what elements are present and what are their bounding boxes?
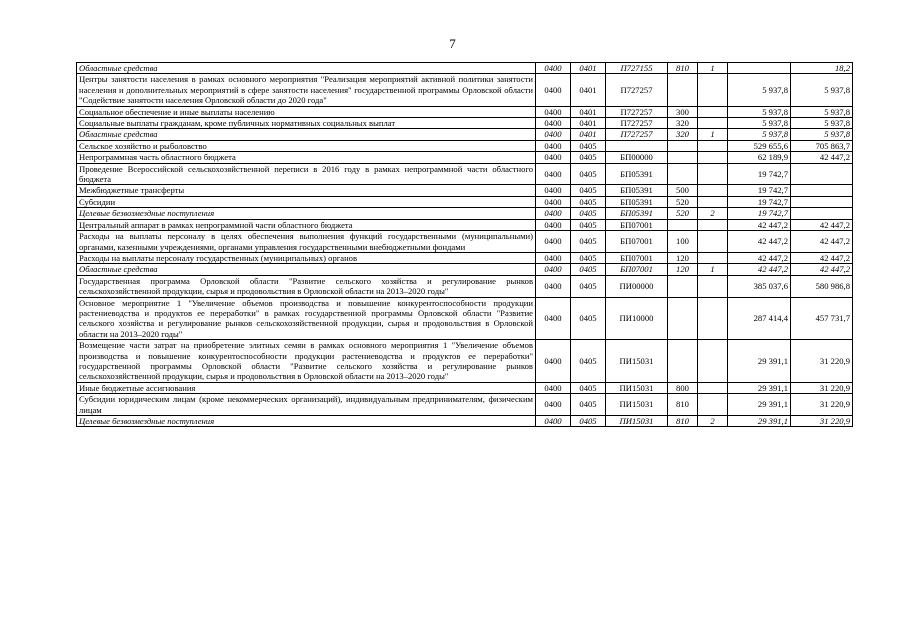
code-gr: 0400: [536, 252, 571, 263]
item-name: Проведение Всероссийской сельскохозяйственной переписи в 2016 году в рамках непрограммной части областного бюджета: [77, 163, 536, 185]
amount-2016: 529 655,6: [728, 140, 791, 151]
code-gr: 0400: [536, 208, 571, 219]
code-cs: ПИ00000: [606, 275, 668, 297]
code-cs: БП05391: [606, 208, 668, 219]
amount-2017: 705 863,7: [791, 140, 853, 151]
item-name: Непрограммная часть областного бюджета: [77, 152, 536, 163]
item-name: Центры занятости населения в рамках основного мероприятия "Реализация мероприятий активной политики занятости населения и дополнительных мероприятий в сфере занятости населения" государственной программы Орловской области "Содействие занятости населения Орловской области до 2020 года": [77, 74, 536, 106]
amount-2016: [728, 63, 791, 74]
code-pr: 0401: [571, 63, 606, 74]
code-cs: ПИ15031: [606, 394, 668, 416]
table-row: [77, 382, 853, 393]
code-cs: БП05391: [606, 185, 668, 196]
code-source: [698, 196, 728, 207]
code-source: [698, 185, 728, 196]
code-gr: 0400: [536, 275, 571, 297]
table-row: [77, 140, 853, 151]
code-gr: 0400: [536, 129, 571, 140]
code-source: 1: [698, 129, 728, 140]
item-name: Сельское хозяйство и рыболовство: [77, 140, 536, 151]
amount-2016: 42 447,2: [728, 264, 791, 275]
amount-2017: [791, 196, 853, 207]
amount-2017: 42 447,2: [791, 264, 853, 275]
code-vr: 120: [668, 264, 698, 275]
code-pr: 0405: [571, 163, 606, 185]
amount-2017: 42 447,2: [791, 152, 853, 163]
amount-2016: 5 937,8: [728, 106, 791, 117]
amount-2016: 42 447,2: [728, 219, 791, 230]
table-row: [77, 129, 853, 140]
code-gr: 0400: [536, 340, 571, 383]
item-name: Областные средства: [77, 63, 536, 74]
page-number: 7: [449, 36, 456, 51]
code-pr: 0405: [571, 219, 606, 230]
code-cs: П727257: [606, 118, 668, 129]
item-name: Целевые безвозмездные поступления: [77, 208, 536, 219]
table-row: [77, 264, 853, 275]
amount-2016: 42 447,2: [728, 231, 791, 253]
item-name: Субсидии: [77, 196, 536, 207]
code-pr: 0405: [571, 382, 606, 393]
code-cs: П727257: [606, 129, 668, 140]
code-cs: ПИ10000: [606, 297, 668, 340]
code-gr: 0400: [536, 382, 571, 393]
code-source: [698, 140, 728, 151]
amount-2016: 5 937,8: [728, 118, 791, 129]
code-vr: 800: [668, 382, 698, 393]
amount-2017: 5 937,8: [791, 74, 853, 106]
code-vr: 520: [668, 208, 698, 219]
code-pr: 0405: [571, 152, 606, 163]
table-row: [77, 394, 853, 416]
code-vr: 320: [668, 129, 698, 140]
table-row: [77, 196, 853, 207]
amount-2017: 31 220,9: [791, 416, 853, 427]
code-gr: 0400: [536, 74, 571, 106]
item-name: Социальные выплаты гражданам, кроме публичных нормативных социальных выплат: [77, 118, 536, 129]
amount-2017: 31 220,9: [791, 340, 853, 383]
table-row: [77, 231, 853, 253]
code-gr: 0400: [536, 118, 571, 129]
code-vr: 300: [668, 106, 698, 117]
table-row: [77, 208, 853, 219]
code-source: [698, 152, 728, 163]
amount-2017: 31 220,9: [791, 394, 853, 416]
code-vr: 320: [668, 118, 698, 129]
code-source: [698, 340, 728, 383]
code-vr: [668, 74, 698, 106]
amount-2017: 5 937,8: [791, 129, 853, 140]
code-vr: 810: [668, 63, 698, 74]
code-pr: 0405: [571, 252, 606, 263]
table-row: [77, 63, 853, 74]
item-name: Расходы на выплаты персоналу государственных (муниципальных) органов: [77, 252, 536, 263]
code-gr: 0400: [536, 163, 571, 185]
code-source: 1: [698, 264, 728, 275]
code-gr: 0400: [536, 219, 571, 230]
table-row: [77, 416, 853, 427]
item-name: Государственная программа Орловской области "Развитие сельского хозяйства и регулирование рынков сельскохозяйственной продукции, сырья и продовольствия в Орловской области на 2013–2020 годы": [77, 275, 536, 297]
amount-2017: 42 447,2: [791, 252, 853, 263]
code-cs: ПИ15031: [606, 382, 668, 393]
code-pr: 0405: [571, 264, 606, 275]
code-vr: [668, 152, 698, 163]
item-name: Межбюджетные трансферты: [77, 185, 536, 196]
item-name: Областные средства: [77, 129, 536, 140]
table-row: [77, 185, 853, 196]
code-cs: П727257: [606, 106, 668, 117]
amount-2017: 42 447,2: [791, 231, 853, 253]
amount-2017: 42 447,2: [791, 219, 853, 230]
table-row: [77, 74, 853, 106]
code-source: 2: [698, 416, 728, 427]
amount-2016: 29 391,1: [728, 416, 791, 427]
code-pr: 0405: [571, 297, 606, 340]
amount-2016: 385 037,6: [728, 275, 791, 297]
code-source: [698, 106, 728, 117]
table-row: [77, 163, 853, 185]
code-gr: 0400: [536, 185, 571, 196]
amount-2016: 62 189,9: [728, 152, 791, 163]
item-name: Центральный аппарат в рамках непрограммной части областного бюджета: [77, 219, 536, 230]
table-row: [77, 275, 853, 297]
code-pr: 0405: [571, 208, 606, 219]
amount-2017: [791, 185, 853, 196]
code-cs: БП07001: [606, 264, 668, 275]
amount-2017: 580 986,8: [791, 275, 853, 297]
table-row: [77, 106, 853, 117]
table-row: [77, 297, 853, 340]
amount-2017: [791, 163, 853, 185]
code-vr: 810: [668, 416, 698, 427]
code-gr: 0400: [536, 106, 571, 117]
code-gr: 0400: [536, 264, 571, 275]
code-vr: 100: [668, 231, 698, 253]
code-pr: 0401: [571, 106, 606, 117]
amount-2016: 19 742,7: [728, 196, 791, 207]
code-cs: БП07001: [606, 219, 668, 230]
table-row: [77, 152, 853, 163]
code-pr: 0405: [571, 140, 606, 151]
item-name: Социальное обеспечение и иные выплаты населению: [77, 106, 536, 117]
amount-2017: 18,2: [791, 63, 853, 74]
code-pr: 0405: [571, 275, 606, 297]
code-vr: 810: [668, 394, 698, 416]
item-name: Целевые безвозмездные поступления: [77, 416, 536, 427]
amount-2016: 19 742,7: [728, 163, 791, 185]
code-source: [698, 118, 728, 129]
code-gr: 0400: [536, 416, 571, 427]
code-pr: 0405: [571, 231, 606, 253]
code-cs: [606, 140, 668, 151]
code-pr: 0405: [571, 394, 606, 416]
amount-2016: 42 447,2: [728, 252, 791, 263]
code-pr: 0405: [571, 416, 606, 427]
code-vr: [668, 297, 698, 340]
code-cs: БП07001: [606, 231, 668, 253]
amount-2017: 5 937,8: [791, 118, 853, 129]
table-row: [77, 219, 853, 230]
code-source: [698, 74, 728, 106]
code-source: [698, 297, 728, 340]
code-vr: 120: [668, 252, 698, 263]
code-gr: 0400: [536, 231, 571, 253]
code-gr: 0400: [536, 152, 571, 163]
code-vr: [668, 275, 698, 297]
amount-2017: 31 220,9: [791, 382, 853, 393]
table-row: [77, 118, 853, 129]
code-gr: 0400: [536, 297, 571, 340]
amount-2016: 29 391,1: [728, 340, 791, 383]
code-vr: [668, 340, 698, 383]
code-gr: 0400: [536, 196, 571, 207]
code-source: [698, 382, 728, 393]
code-source: [698, 231, 728, 253]
code-vr: 500: [668, 185, 698, 196]
code-cs: П727155: [606, 63, 668, 74]
amount-2016: 287 414,4: [728, 297, 791, 340]
item-name: Расходы на выплаты персоналу в целях обеспечения выполнения функций государственными (муниципальными) органами, казенными учреждениями, органами управления государственными внебюджетными фондами: [77, 231, 536, 253]
amount-2017: 5 937,8: [791, 106, 853, 117]
item-name: Субсидии юридическим лицам (кроме некоммерческих организаций), индивидуальным предпринимателям, физическим лицам: [77, 394, 536, 416]
code-cs: ПИ15031: [606, 416, 668, 427]
amount-2017: [791, 208, 853, 219]
code-vr: [668, 163, 698, 185]
item-name: Иные бюджетные ассигнования: [77, 382, 536, 393]
item-name: Основное мероприятие 1 "Увеличение объемов производства и повышение конкурентоспособности продукции растениеводства и продуктов ее переработки" в рамках государственной программы Орловской области "Развитие сельского хозяйства и регулирование рынков сельскохозяйственной продукции, сырья и продовольствия в Орловской области на 2013–2020 годы": [77, 297, 536, 340]
code-gr: 0400: [536, 394, 571, 416]
code-cs: П727257: [606, 74, 668, 106]
code-source: 1: [698, 63, 728, 74]
amount-2016: 5 937,8: [728, 129, 791, 140]
code-source: [698, 252, 728, 263]
item-name: Возмещение части затрат на приобретение элитных семян в рамках основного мероприятия 1 "Увеличение объемов производства и повышение конкурентоспособности продукции растениеводства и продуктов ее переработки" государственной программы Орловской области "Развитие сельского хозяйства и регулирование рынков сельскохозяйственной продукции, сырья и продовольствия в Орловской области на 2013–2020 годы": [77, 340, 536, 383]
code-source: [698, 394, 728, 416]
code-gr: 0400: [536, 140, 571, 151]
code-source: [698, 275, 728, 297]
amount-2017: 457 731,7: [791, 297, 853, 340]
code-cs: БП00000: [606, 152, 668, 163]
code-pr: 0401: [571, 118, 606, 129]
code-vr: [668, 140, 698, 151]
amount-2016: 19 742,7: [728, 208, 791, 219]
code-pr: 0405: [571, 340, 606, 383]
item-name: Областные средства: [77, 264, 536, 275]
code-source: [698, 163, 728, 185]
code-source: 2: [698, 208, 728, 219]
table-row: [77, 252, 853, 263]
amount-2016: 29 391,1: [728, 382, 791, 393]
code-cs: ПИ15031: [606, 340, 668, 383]
code-vr: 520: [668, 196, 698, 207]
code-cs: БП05391: [606, 196, 668, 207]
code-cs: БП05391: [606, 163, 668, 185]
code-source: [698, 219, 728, 230]
amount-2016: 5 937,8: [728, 74, 791, 106]
amount-2016: 19 742,7: [728, 185, 791, 196]
code-pr: 0401: [571, 74, 606, 106]
code-pr: 0401: [571, 129, 606, 140]
table-row: [77, 340, 853, 383]
code-cs: БП07001: [606, 252, 668, 263]
amount-2016: 29 391,1: [728, 394, 791, 416]
code-vr: [668, 219, 698, 230]
code-pr: 0405: [571, 196, 606, 207]
budget-table: [76, 62, 853, 427]
code-pr: 0405: [571, 185, 606, 196]
code-gr: 0400: [536, 63, 571, 74]
